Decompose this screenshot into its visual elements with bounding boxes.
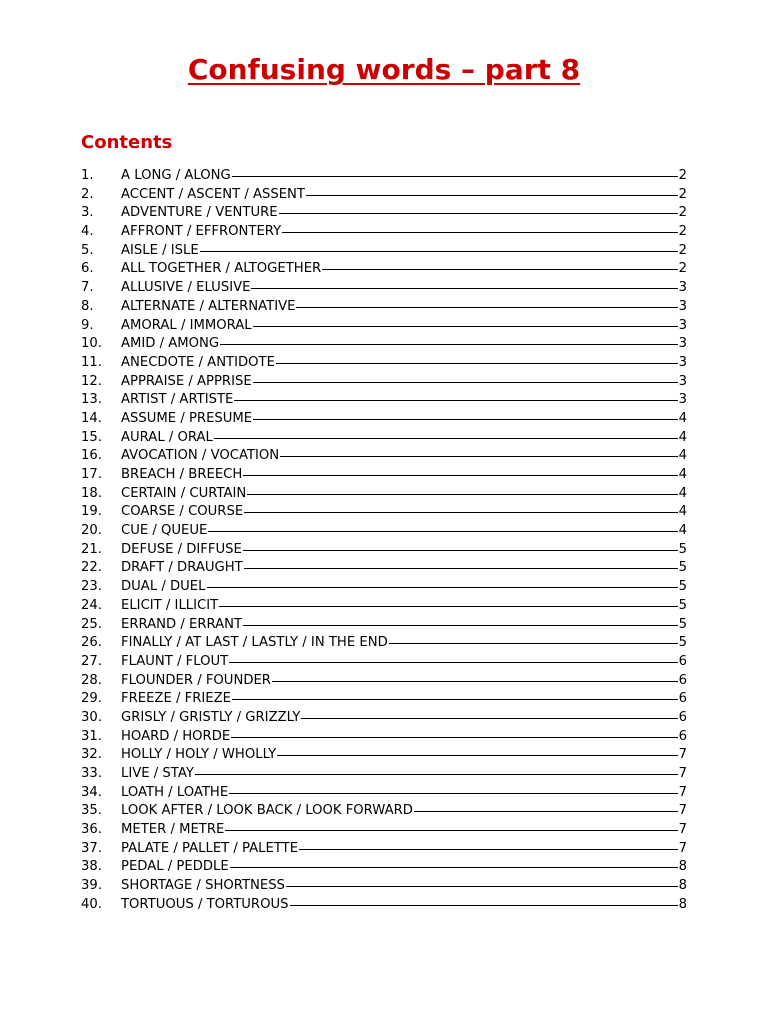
toc-entry-title[interactable]: ASSUME / PRESUME [121, 410, 253, 426]
toc-entry-page-number[interactable]: 6 [678, 653, 687, 669]
toc-entry-page-number[interactable]: 4 [678, 467, 687, 482]
toc-leader-line [253, 419, 677, 420]
toc-entry-number: 34. [81, 784, 102, 800]
toc-entry-title[interactable]: ADVENTURE / VENTURE [121, 205, 278, 221]
toc-entry-number: 32. [81, 747, 102, 763]
toc-entry-page-number[interactable]: 6 [678, 691, 687, 707]
toc-leader-line [280, 456, 677, 457]
toc-leader-line [282, 232, 677, 233]
toc-entry-page-number[interactable]: 8 [678, 878, 687, 894]
toc-entry-page-number[interactable]: 3 [678, 280, 687, 296]
toc-leader-line [225, 830, 677, 831]
toc-entry-title[interactable]: ALTERNATE / ALTERNATIVE [121, 298, 296, 314]
toc-entry[interactable] [81, 298, 687, 317]
toc-leader-line [290, 905, 678, 906]
toc-entry[interactable] [81, 522, 687, 541]
toc-entry-page-number[interactable]: 2 [678, 261, 687, 277]
toc-entry-page-number[interactable]: 2 [678, 168, 687, 183]
toc-entry[interactable] [81, 317, 687, 336]
toc-entry-title[interactable]: FINALLY / AT LAST / LASTLY / IN THE END [121, 635, 388, 651]
toc-entry-number: 21. [81, 541, 102, 557]
toc-entry[interactable] [81, 279, 687, 298]
toc-entry[interactable] [81, 260, 687, 279]
toc-entry-title[interactable]: DEFUSE / DIFFUSE [121, 541, 242, 557]
toc-entry-page-number[interactable]: 7 [678, 822, 687, 838]
toc-leader-line [247, 494, 677, 495]
toc-entry[interactable] [81, 578, 687, 597]
toc-leader-line [229, 793, 677, 794]
toc-entry-title[interactable]: LOATH / LOATHE [121, 784, 229, 800]
toc-entry-page-number[interactable]: 7 [678, 840, 687, 856]
toc-entry[interactable] [81, 877, 687, 896]
toc-entry-number: 31. [81, 728, 102, 744]
toc-entry[interactable] [81, 746, 687, 765]
toc-entry-title[interactable]: ALL TOGETHER / ALTOGETHER [121, 261, 322, 277]
toc-leader-line [414, 811, 678, 812]
toc-entry-number: 6. [81, 261, 94, 277]
toc-entry[interactable] [81, 167, 687, 186]
toc-entry-number: 33. [81, 766, 102, 781]
toc-entry-title[interactable]: AMID / AMONG [121, 336, 220, 352]
toc-entry[interactable] [81, 709, 687, 728]
toc-entry-number: 4. [81, 224, 94, 240]
toc-leader-line [277, 755, 677, 756]
toc-entry-title[interactable]: DUAL / DUEL [121, 579, 206, 595]
toc-entry-title[interactable]: ALLUSIVE / ELUSIVE [121, 280, 251, 296]
toc-entry-number: 12. [81, 373, 102, 389]
toc-entry[interactable] [81, 765, 687, 784]
toc-entry-title[interactable]: GRISLY / GRISTLY / GRIZZLY [121, 709, 301, 725]
toc-entry-page-number[interactable]: 3 [678, 317, 687, 333]
toc-leader-line [286, 886, 678, 887]
contents-heading: Contents [81, 132, 173, 153]
toc-leader-line [251, 288, 677, 289]
toc-entry-title[interactable]: ACCENT / ASCENT / ASSENT [121, 186, 305, 202]
toc-entry[interactable] [81, 391, 687, 410]
toc-entry[interactable] [81, 802, 687, 821]
toc-entry[interactable] [81, 447, 687, 466]
toc-entry-page-number[interactable]: 3 [678, 298, 687, 314]
toc-entry-number: 39. [81, 878, 102, 894]
toc-entry[interactable] [81, 597, 687, 616]
toc-entry-number: 3. [81, 205, 94, 221]
toc-entry-title[interactable]: COARSE / COURSE [121, 504, 244, 520]
toc-entry[interactable] [81, 429, 687, 448]
toc-entry[interactable] [81, 672, 687, 691]
toc-leader-line [253, 382, 678, 383]
toc-entry-page-number[interactable]: 4 [678, 504, 687, 520]
toc-entry-title[interactable]: AVOCATION / VOCATION [121, 448, 280, 464]
toc-entry-title[interactable]: METER / METRE [121, 822, 225, 838]
toc-entry-title[interactable]: ERRAND / ERRANT [121, 616, 243, 632]
toc-entry-page-number[interactable]: 7 [678, 766, 687, 781]
toc-entry-page-number[interactable]: 5 [678, 635, 687, 651]
toc-entry-title[interactable]: ARTIST / ARTISTE [121, 392, 234, 408]
toc-leader-line [230, 867, 678, 868]
toc-entry[interactable] [81, 634, 687, 653]
toc-entry-title[interactable]: HOARD / HORDE [121, 728, 231, 744]
toc-entry-number: 16. [81, 448, 102, 464]
toc-entry-page-number[interactable]: 8 [678, 896, 687, 912]
toc-entry-number: 25. [81, 616, 102, 632]
toc-entry-title[interactable]: AFFRONT / EFFRONTERY [121, 224, 282, 240]
toc-leader-line [243, 625, 678, 626]
toc-entry-number: 40. [81, 896, 102, 912]
toc-entry[interactable] [81, 373, 687, 392]
toc-leader-line [389, 643, 678, 644]
toc-leader-line [231, 737, 677, 738]
toc-entry-number: 18. [81, 485, 102, 501]
toc-entry-page-number[interactable]: 2 [678, 242, 687, 258]
toc-entry-title[interactable]: CUE / QUEUE [121, 523, 208, 539]
toc-entry-title[interactable]: ANECDOTE / ANTIDOTE [121, 354, 275, 370]
toc-leader-line [229, 662, 677, 663]
toc-entry[interactable] [81, 335, 687, 354]
toc-entry-page-number[interactable]: 2 [678, 205, 687, 221]
toc-entry-title[interactable]: ELICIT / ILLICIT [121, 597, 219, 613]
toc-leader-line [195, 774, 678, 775]
toc-entry-page-number[interactable]: 2 [678, 224, 687, 240]
toc-entry-title[interactable]: FREEZE / FRIEZE [121, 691, 231, 707]
toc-entry[interactable] [81, 485, 687, 504]
toc-entry-title[interactable]: FLOUNDER / FOUNDER [121, 672, 271, 688]
toc-entry-number: 19. [81, 504, 102, 520]
toc-entry-title[interactable]: DRAFT / DRAUGHT [121, 560, 243, 576]
toc-entry-page-number[interactable]: 5 [678, 579, 687, 595]
toc-entry-title[interactable]: AURAL / ORAL [121, 429, 213, 445]
toc-entry-page-number[interactable]: 7 [678, 784, 687, 800]
toc-entry-number: 17. [81, 467, 102, 482]
toc-entry-page-number[interactable]: 8 [678, 859, 687, 875]
toc-entry[interactable] [81, 690, 687, 709]
toc-entry-page-number[interactable]: 5 [678, 560, 687, 576]
toc-entry-title[interactable]: APPRAISE / APPRISE [121, 373, 252, 389]
toc-entry-number: 27. [81, 653, 102, 669]
toc-entry-page-number[interactable]: 6 [678, 709, 687, 725]
toc-leader-line [208, 531, 677, 532]
toc-entry-title[interactable]: FLAUNT / FLOUT [121, 653, 229, 669]
toc-entry-number: 5. [81, 242, 94, 258]
toc-entry-page-number[interactable]: 3 [678, 354, 687, 370]
toc-entry-title[interactable]: AMORAL / IMMORAL [121, 317, 252, 333]
toc-entry[interactable] [81, 559, 687, 578]
toc-entry-page-number[interactable]: 5 [678, 541, 687, 557]
toc-entry-number: 10. [81, 336, 102, 352]
toc-entry[interactable] [81, 503, 687, 522]
toc-leader-line [322, 269, 677, 270]
toc-entry-number: 30. [81, 709, 102, 725]
toc-entry[interactable] [81, 896, 687, 915]
toc-entry[interactable] [81, 242, 687, 261]
toc-entry-number: 15. [81, 429, 102, 445]
toc-leader-line [306, 195, 678, 196]
toc-entry-number: 37. [81, 840, 102, 856]
toc-leader-line [232, 176, 678, 177]
toc-entry[interactable] [81, 410, 687, 429]
toc-entry-page-number[interactable]: 6 [678, 728, 687, 744]
toc-entry[interactable] [81, 840, 687, 859]
toc-entry[interactable] [81, 821, 687, 840]
toc-entry-title[interactable]: LOOK AFTER / LOOK BACK / LOOK FORWARD [121, 803, 413, 819]
toc-entry-title[interactable]: A LONG / ALONG [121, 168, 231, 183]
toc-leader-line [253, 326, 678, 327]
toc-entry-title[interactable]: HOLLY / HOLY / WHOLLY [121, 747, 277, 763]
toc-entry-number: 14. [81, 410, 102, 426]
toc-entry[interactable] [81, 653, 687, 672]
toc-entry-number: 13. [81, 392, 102, 408]
toc-entry-number: 26. [81, 635, 102, 651]
toc-entry-page-number[interactable]: 7 [678, 803, 687, 819]
toc-entry-page-number[interactable]: 3 [678, 336, 687, 352]
table-of-contents [81, 167, 687, 915]
toc-entry-number: 38. [81, 859, 102, 875]
toc-entry-number: 7. [81, 280, 94, 296]
toc-entry-number: 8. [81, 298, 94, 314]
toc-entry-number: 22. [81, 560, 102, 576]
toc-entry-page-number[interactable]: 7 [678, 747, 687, 763]
toc-entry-title[interactable]: TORTUOUS / TORTUROUS [121, 896, 289, 912]
toc-leader-line [296, 307, 677, 308]
toc-leader-line [301, 718, 677, 719]
toc-entry-page-number[interactable]: 4 [678, 523, 687, 539]
toc-entry-title[interactable]: PEDAL / PEDDLE [121, 859, 229, 875]
toc-entry-number: 29. [81, 691, 102, 707]
toc-entry-number: 11. [81, 354, 102, 370]
toc-entry-number: 1. [81, 168, 94, 183]
toc-entry-number: 28. [81, 672, 102, 688]
toc-entry[interactable] [81, 223, 687, 242]
toc-entry-page-number[interactable]: 4 [678, 410, 687, 426]
document-title-text: Confusing words – part 8 [187, 53, 581, 86]
toc-leader-line [244, 568, 678, 569]
toc-entry-page-number[interactable]: 4 [678, 448, 687, 464]
toc-entry-page-number[interactable]: 3 [678, 373, 687, 389]
toc-leader-line [279, 213, 678, 214]
toc-leader-line [299, 849, 678, 850]
toc-entry[interactable] [81, 466, 687, 485]
toc-leader-line [234, 400, 677, 401]
toc-entry-title[interactable]: LIVE / STAY [121, 766, 194, 781]
toc-entry-number: 2. [81, 186, 94, 202]
toc-entry-page-number[interactable]: 5 [678, 616, 687, 632]
toc-leader-line [214, 438, 678, 439]
document-title [0, 52, 768, 88]
toc-entry[interactable] [81, 616, 687, 635]
toc-entry-number: 35. [81, 803, 102, 819]
toc-entry-page-number[interactable]: 6 [678, 672, 687, 688]
toc-leader-line [272, 681, 678, 682]
toc-leader-line [244, 512, 677, 513]
toc-entry-number: 23. [81, 579, 102, 595]
toc-entry-number: 36. [81, 822, 102, 838]
toc-entry-page-number[interactable]: 4 [678, 429, 687, 445]
toc-leader-line [207, 587, 678, 588]
toc-leader-line [219, 606, 677, 607]
toc-entry[interactable] [81, 186, 687, 205]
toc-leader-line [232, 699, 678, 700]
toc-entry-number: 20. [81, 523, 102, 539]
toc-entry[interactable] [81, 858, 687, 877]
toc-entry[interactable] [81, 354, 687, 373]
toc-entry-number: 24. [81, 597, 102, 613]
toc-entry-title[interactable]: AISLE / ISLE [121, 242, 199, 258]
toc-leader-line [243, 550, 678, 551]
toc-leader-line [200, 251, 678, 252]
toc-entry-title[interactable]: CERTAIN / CURTAIN [121, 485, 247, 501]
toc-entry-title[interactable]: SHORTAGE / SHORTNESS [121, 878, 285, 894]
toc-entry-page-number[interactable]: 2 [678, 186, 687, 202]
toc-leader-line [220, 344, 677, 345]
toc-entry[interactable] [81, 728, 687, 747]
toc-entry-page-number[interactable]: 3 [678, 392, 687, 408]
toc-entry-title[interactable]: PALATE / PALLET / PALETTE [121, 840, 299, 856]
toc-entry-title[interactable]: BREACH / BREECH [121, 467, 243, 482]
toc-leader-line [243, 475, 677, 476]
toc-entry-page-number[interactable]: 5 [678, 597, 687, 613]
toc-entry-page-number[interactable]: 4 [678, 485, 687, 501]
toc-leader-line [276, 363, 678, 364]
toc-entry[interactable] [81, 541, 687, 560]
toc-entry[interactable] [81, 784, 687, 803]
toc-entry-number: 9. [81, 317, 94, 333]
toc-entry[interactable] [81, 204, 687, 223]
